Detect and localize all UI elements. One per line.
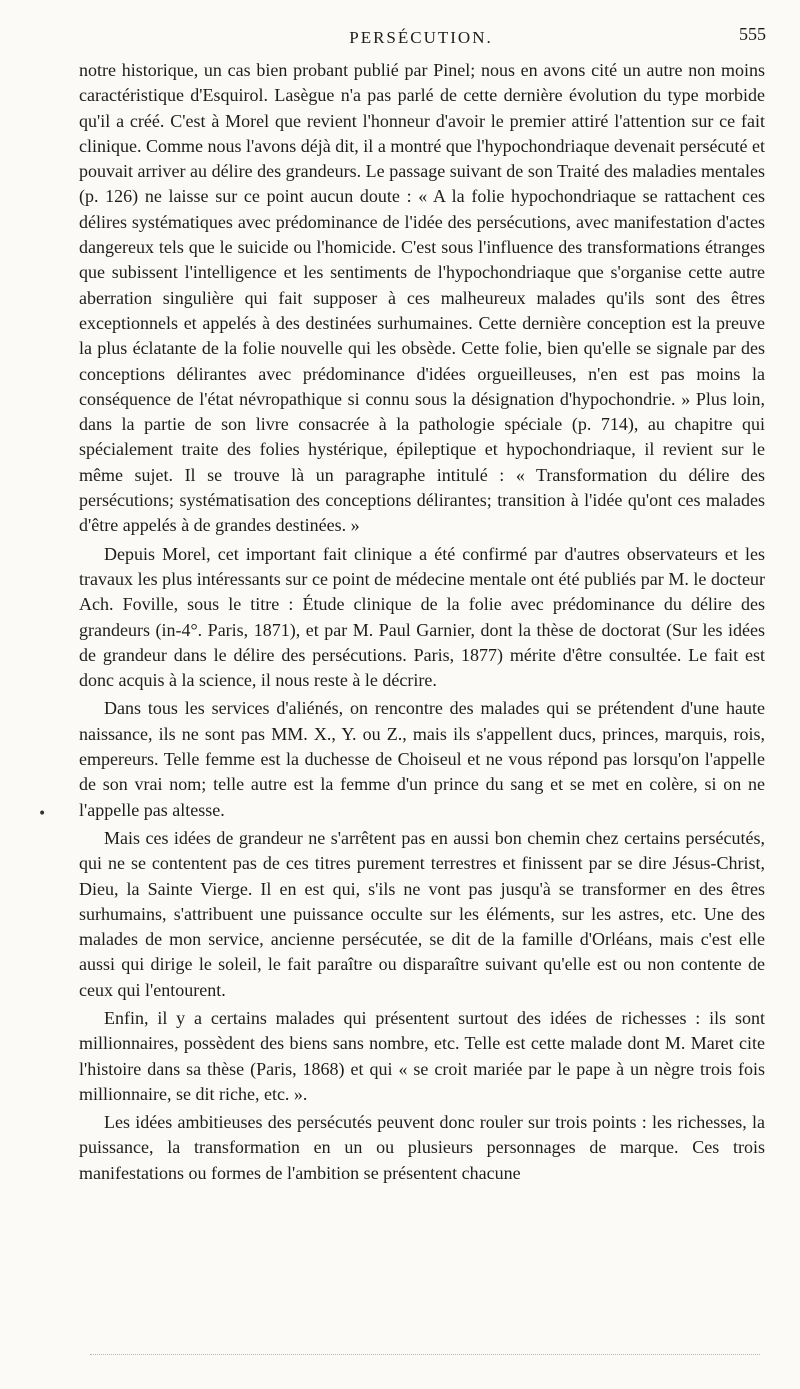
body-text <box>79 58 765 1189</box>
page-number: 555 <box>739 24 766 44</box>
paragraph-6: Les idées ambitieuses des persécutés peuvent donc rouler sur trois points : les richesses, la puissance, la transformation en un ou plusieurs personnages de marque. Ces trois manifestations ou formes de l'ambition se présentent chacune <box>79 1112 765 1183</box>
paragraph-2: Depuis Morel, cet important fait clinique a été confirmé par d'autres observateurs et les travaux les plus intéressants sur ce point de médecine mentale ont été publiés par M. le docteur Ach. Foville, sous le titre : Étude clinique de la folie avec prédominance du délire des grandeurs (in-4°. Paris, 1871), et par M. Paul Garnier, dont la thèse de doctorat (Sur les idées de grandeur dans le délire des persécutions. Paris, 1877) mérite d'être consultée. Le fait est donc acquis à la science, il nous reste à le décrire. <box>79 543 765 691</box>
running-title: PERSÉCUTION. <box>349 28 493 47</box>
margin-mark: • <box>38 806 47 822</box>
paragraph-1: notre historique, un cas bien probant publié par Pinel; nous en avons cité un autre non moins caractéristique d'Esquirol. Lasègue n'a pas parlé de cette dernière évolution du type morbide qu'il a créé. C'est à Morel que revient l'honneur d'avoir le premier attiré l'attention sur ce fait clinique. Comme nous l'avons déjà dit, il a montré que l'hypochondriaque devenait persécuté et pouvait arriver au délire des grandeurs. Le passage suivant de son Traité des maladies mentales (p. 126) ne laisse sur ce point aucun doute : « A la folie hypochondriaque se rattachent ces délires systématiques avec prédominance de l'idée des persécutions, avec manifestation d'actes dangereux tels que le suicide ou l'homicide. C'est sous l'influence des transformations étranges que subissent l'intelligence et les sentiments de l'hypochondriaque que s'organise cette autre aberration singulière qui fait supposer à ces malheureux malades qu'ils sont des êtres exceptionnels et appelés à des destinées surhumaines. Cette dernière conception est la preuve la plus éclatante de la folie nouvelle qui les obsède. Cette folie, bien qu'elle se signale par des conceptions délirantes avec prédominance d'idées orgueilleuses, n'en est pas moins la conséquence de l'état névropathique si connu sous la désignation d'hypochondrie. » Plus loin, dans la partie de son livre consacrée à la pathologie spéciale (p. 714), au chapitre qui spécialement traite des folies hystérique, épileptique et hypochondriaque, il revient sur le même sujet. Il se trouve là un paragraphe intitulé : « Transformation du délire des persécutions; systématisation des conceptions délirantes; transition à l'idée qu'ont ces malades d'être appelés à de grandes destinées. » <box>79 60 765 536</box>
paragraph-5: Enfin, il y a certains malades qui présentent surtout des idées de richesses : ils sont millionnaires, possèdent des biens sans nombre, etc. Telle est cette malade dont M. Maret cite l'histoire dans sa thèse (Paris, 1868) et qui « se croit mariée par le pape à un nègre trois fois millionnaire, se dit riche, etc. ». <box>79 1007 765 1104</box>
paragraph-4: Mais ces idées de grandeur ne s'arrêtent pas en aussi bon chemin chez certains persécutés, qui ne se contentent pas de ces titres purement terrestres et finissent par se dire Jésus-Christ, Dieu, la Sainte Vierge. Il en est qui, s'ils ne vont pas jusqu'à se transformer en des êtres surhumains, s'attribuent une puissance occulte sur les éléments, sur les astres, etc. Une des malades de mon service, ancienne persécutée, se dit de la famille d'Orléans, mais c'est elle aussi qui dirige le soleil, le fait paraître ou disparaître suivant qu'elle est ou non contente de ceux qui l'entourent. <box>79 827 765 1000</box>
page-header <box>70 24 772 54</box>
paragraph-3: Dans tous les services d'aliénés, on rencontre des malades qui se prétendent d'une haute naissance, ils ne sont pas MM. X., Y. ou Z., mais ils s'appellent ducs, princes, marquis, rois, empereurs. Telle femme est la duchesse de Choiseul et ne vous répond pas lorsqu'on l'appelle de son vrai nom; telle autre est la femme d'un prince du sang et se met en colère, si on ne l'appelle pas altesse. <box>79 698 765 820</box>
footer-divider <box>90 1352 760 1355</box>
